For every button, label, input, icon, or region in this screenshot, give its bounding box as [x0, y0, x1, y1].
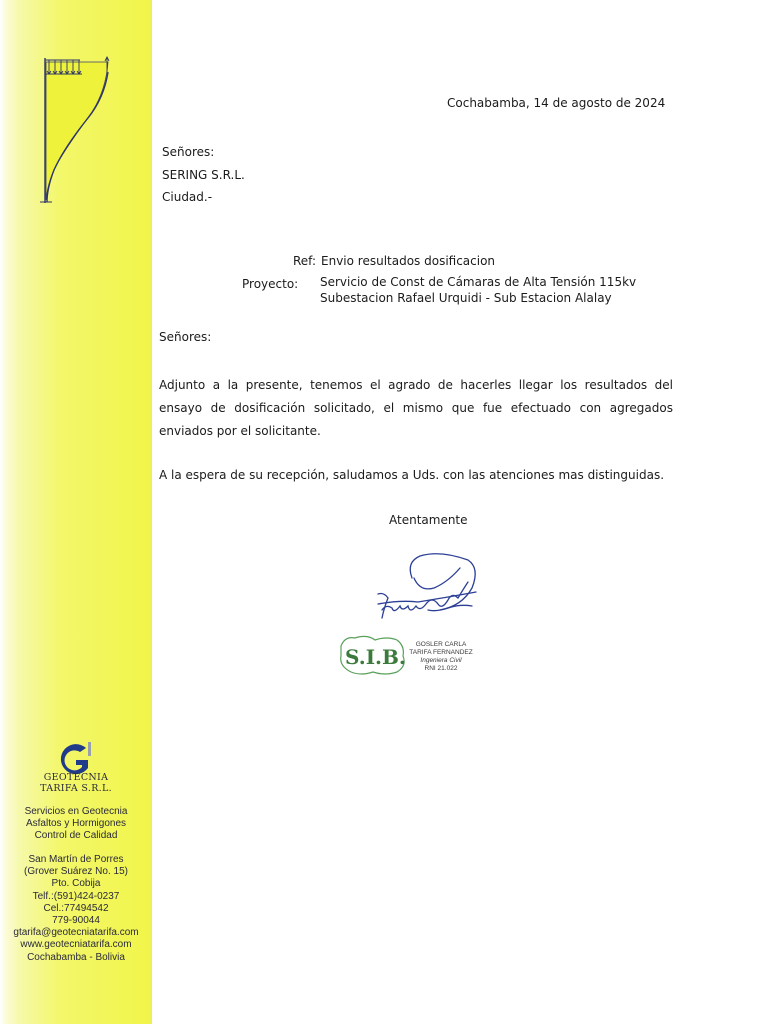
company-name: GEOTECNIA TARIFA S.R.L.: [40, 772, 112, 794]
recipient-line: SERING S.R.L.: [162, 167, 245, 182]
body-paragraph: Adjunto a la presente, tenemos el agrado de hacerles llegar los resultados del ensayo de dosificación solicitado, el mismo que fue efectuado con agregados enviados por el solicitante.: [159, 378, 673, 438]
ref-value: Envio resultados dosificacion: [321, 254, 496, 268]
signer-name: GOSLER CARLA: [415, 641, 467, 648]
recipient-line: Ciudad.-: [162, 190, 213, 204]
seal-text: S.I.B.: [345, 645, 406, 669]
service-line: Control de Calidad: [34, 830, 118, 842]
project-value: [320, 274, 636, 306]
mobile-line: 779-90044: [52, 915, 100, 927]
recipient-block: [162, 141, 245, 209]
ref-label: Ref:: [293, 254, 317, 268]
sidebar: [0, 0, 152, 1024]
signer-name: TARIFA FERNANDEZ: [409, 649, 473, 656]
farewell: Atentamente: [389, 513, 468, 527]
project-line: Subestacion Rafael Urquidi - Sub Estacion Alalay: [320, 291, 612, 305]
services-list: [0, 806, 152, 843]
signer-title: Ingeniera Civil: [420, 657, 462, 664]
address-line: Pto. Cobija: [51, 878, 101, 890]
letter-date: Cochabamba, 14 de agosto de 2024: [447, 96, 666, 110]
city-line: Cochabamba - Bolivia: [27, 951, 125, 963]
signer-stamp: [396, 641, 486, 673]
retaining-wall-logo-icon: [30, 50, 125, 210]
signer-registration: RNI 21.022: [424, 665, 458, 672]
address-line: San Martín de Porres: [28, 854, 124, 865]
website-line: www.geotecniatarifa.com: [20, 939, 132, 951]
address-line: (Grover Suárez No. 15): [24, 866, 128, 878]
closing-paragraph: A la espera de su recepción, saludamos a Uds. con las atenciones mas distinguidas.: [159, 468, 665, 482]
salutation: Señores:: [159, 330, 212, 344]
phone-line: Telf.:(591)424-0237: [32, 890, 120, 902]
recipient-line: Señores:: [162, 145, 215, 159]
mobile-line: Cel.:77494542: [43, 902, 109, 914]
contact-info: [0, 854, 152, 964]
project-label: Proyecto:: [242, 277, 299, 291]
service-line: Servicios en Geotecnia: [24, 806, 128, 817]
project-line: Servicio de Const de Cámaras de Alta Tensión 115kv: [320, 275, 637, 289]
email-line: gtarifa@geotecniatarifa.com: [13, 927, 139, 939]
service-line: Asfaltos y Hormigones: [25, 818, 127, 830]
